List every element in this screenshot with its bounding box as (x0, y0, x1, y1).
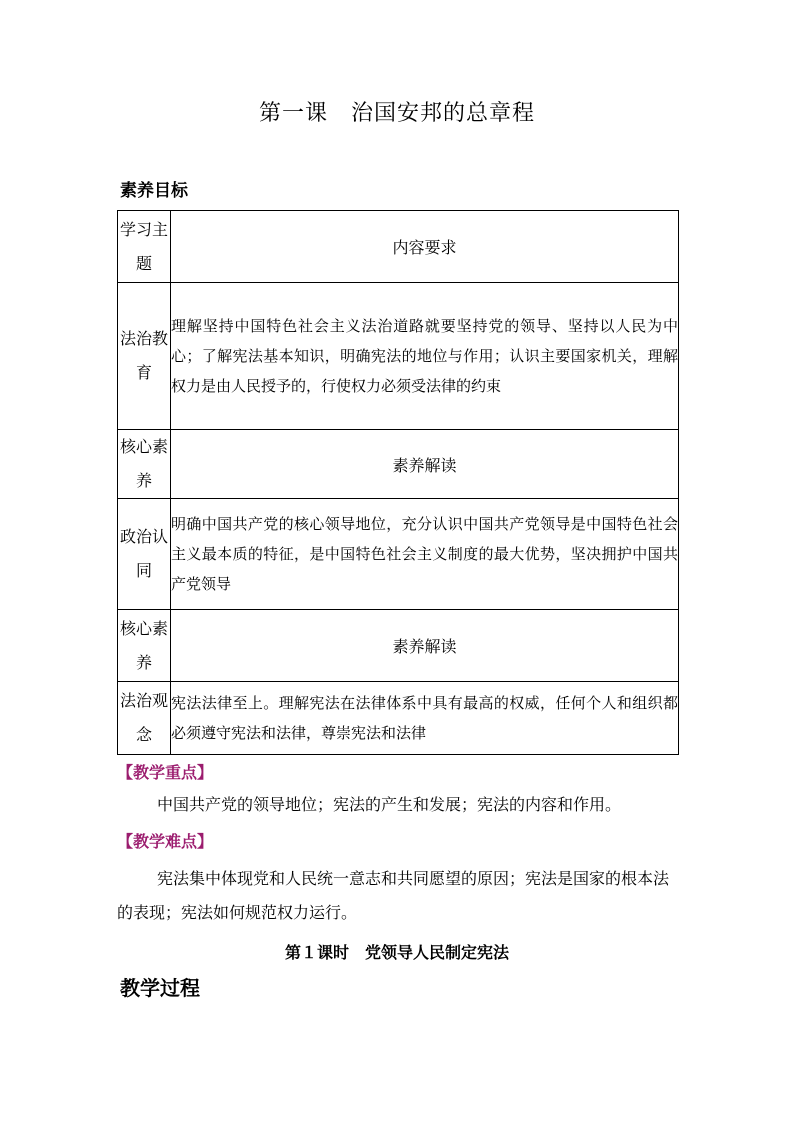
table-row (118, 283, 679, 430)
header-cell: 素养解读 (171, 430, 679, 499)
table-row (118, 430, 679, 499)
topic-cell: 核心素养 (118, 610, 171, 682)
process-title: 教学过程 (120, 976, 200, 1000)
difficult-points-text: 宪法集中体现党和人民统一意志和共同愿望的原因；宪法是国家的根本法的表现；宪法如何规范权力运行。 (117, 869, 670, 922)
content-cell: 理解坚持中国特色社会主义法治道路就要坚持党的领导、坚持以人民为中心；了解宪法基本知识，明确宪法的地位与作用；认识主要国家机关，理解权力是由人民授予的，行使权力必须受法律的约束 (171, 283, 679, 430)
key-points-label: 【教学重点】 (117, 763, 214, 782)
topic-cell: 核心素养 (118, 430, 171, 499)
goals-table (117, 210, 679, 755)
difficult-points-label: 【教学难点】 (117, 832, 214, 851)
section-title: 素养目标 (120, 181, 188, 201)
header-cell: 内容要求 (171, 211, 679, 283)
topic-cell: 政治认同 (118, 499, 171, 610)
table-row (118, 211, 679, 283)
table-row (118, 682, 679, 755)
key-points-text: 中国共产党的领导地位；宪法的产生和发展；宪法的内容和作用。 (157, 795, 622, 814)
lesson-title: 第１课时 党领导人民制定宪法 (284, 943, 509, 962)
table-row (118, 499, 679, 610)
content-cell: 明确中国共产党的核心领导地位，充分认识中国共产党领导是中国特色社会主义最本质的特征，是中国特色社会主义制度的最大优势，坚决拥护中国共产党领导 (171, 499, 679, 610)
header-cell: 素养解读 (171, 610, 679, 682)
topic-cell: 学习主题 (118, 211, 171, 283)
topic-cell: 法治观念 (118, 682, 171, 755)
content-cell: 宪法法律至上。理解宪法在法律体系中具有最高的权威，任何个人和组织都必须遵守宪法和法律，尊崇宪法和法律 (171, 682, 679, 755)
page-title: 第一课 治国安邦的总章程 (258, 101, 535, 126)
topic-cell: 法治教育 (118, 283, 171, 430)
table-row (118, 610, 679, 682)
